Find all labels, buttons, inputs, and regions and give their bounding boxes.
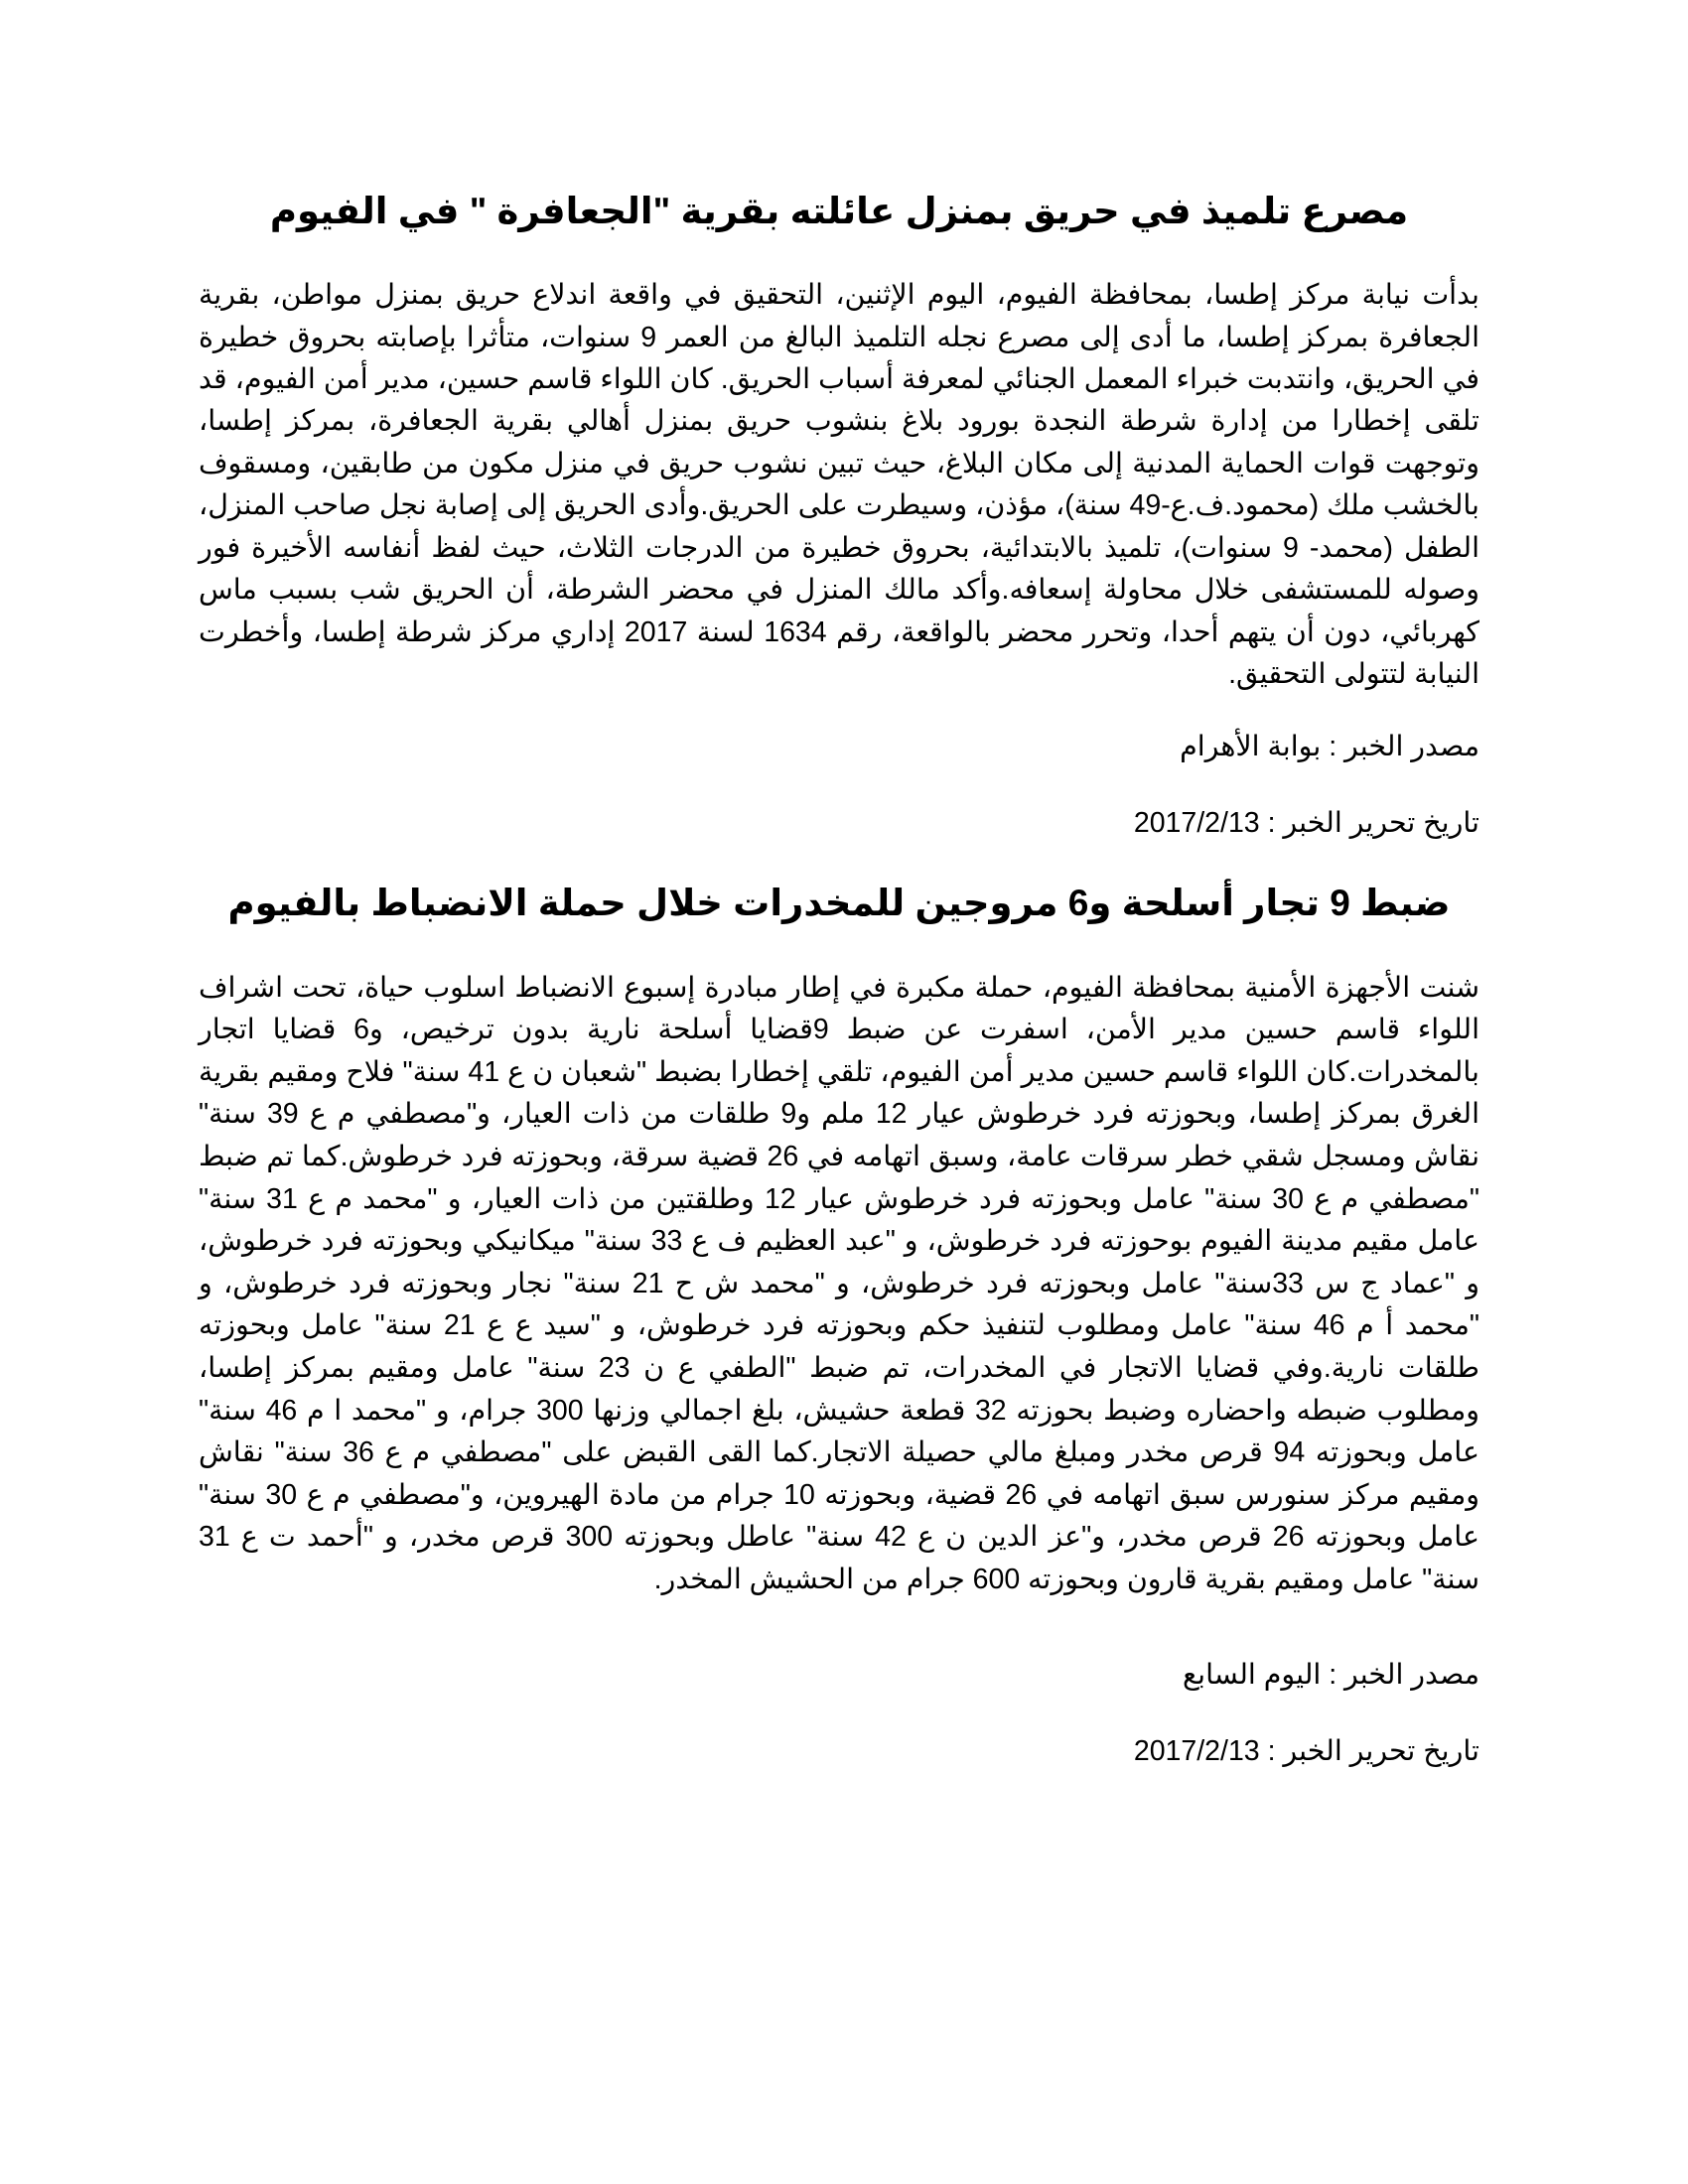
news-article [199,189,1479,843]
article-source: مصدر الخبر : بوابة الأهرام [1180,731,1479,763]
article-date: تاريخ تحرير الخبر : 2017/2/13 [1133,1735,1479,1768]
article-headline: مصرع تلميذ في حريق بمنزل عائلته بقرية "الجعافرة " في الفيوم [269,191,1409,231]
article-source: مصدر الخبر : اليوم السابع [1183,1659,1479,1692]
news-article [199,881,1479,1771]
article-date: تاريخ تحرير الخبر : 2017/2/13 [1133,807,1479,840]
article-headline: ضبط 9 تجار أسلحة و6 مروجين للمخدرات خلال حملة الانضباط بالفيوم [227,883,1451,924]
article-body: شنت الأجهزة الأمنية بمحافظة الفيوم، حملة مكبرة في إطار مبادرة إسبوع الانضباط اسلوب حياة، تحت اشراف اللواء قاسم حسين مدير الأمن، اسفرت عن ضبط 9قضايا أسلحة نارية بدون ترخيص، و6 قضايا اتجار بالمخدرات.كان اللواء قاسم حسين مدير أمن الفيوم، تلقي إخطارا بضبط "شعبان ن ع 41 سنة" فلاح ومقيم بقرية الغرق بمركز إطسا، وبحوزته فرد خرطوش عيار 12 ملم و9 طلقات من ذات العيار، و"مصطفي م ع 39 سنة" نقاش ومسجل شقي خطر سرقات عامة، وسبق اتهامه في 26 قضية سرقة، وبحوزته فرد خرطوش.كما تم ضبط "مصطفي م ع 30 سنة" عامل وبحوزته فرد خرطوش عيار 12 وطلقتين من ذات العيار، و "محمد م ع 31 سنة" عامل مقيم مدينة الفيوم بوحوزته فرد خرطوش، و "عبد العظيم ف ع 33 سنة" ميكانيكي وبحوزته فرد خرطوش، و "عماد ج س 33سنة" عامل وبحوزته فرد خرطوش، و "محمد ش ح 21 سنة" نجار وبحوزته فرد خرطوش، و "محمد أ م 46 سنة" عامل ومطلوب لتنفيذ حكم وبحوزته فرد خرطوش، و "سيد ع ع 21 سنة" عامل وبحوزته طلقات نارية.وفي قضايا الاتجار في المخدرات، تم ضبط "الطفي ع ن 23 سنة" عامل ومقيم بمركز إطسا، ومطلوب ضبطه واحضاره وضبط بحوزته 32 قطعة حشيش، بلغ اجمالي وزنها 300 جرام، و "محمد ا م 46 سنة" عامل وبحوزته 94 قرص مخدر ومبلغ مالي حصيلة الاتجار.كما القى القبض على "مصطفي م ع 36 سنة" نقاش ومقيم مركز سنورس سبق اتهامه في 26 قضية، وبحوزته 10 جرام من مادة الهيروين، و"مصطفي م ع 30 سنة" عامل وبحوزته 26 قرص مخدر، و"عز الدين ن ع 42 سنة" عاطل وبحوزته 300 قرص مخدر، و "أحمد ت ع 31 سنة" عامل ومقيم بقرية قارون وبحوزته 600 جرام من الحشيش المخدر. [199,971,1480,1595]
document-page [199,189,1479,1771]
article-body: بدأت نيابة مركز إطسا، بمحافظة الفيوم، اليوم الإثنين، التحقيق في واقعة اندلاع حريق بمنزل مواطن، بقرية الجعافرة بمركز إطسا، ما أدى إلى مصرع نجله التلميذ البالغ من العمر 9 سنوات، متأثرا بإصابته بحروق خطيرة في الحريق، وانتدبت خبراء المعمل الجنائي لمعرفة أسباب الحريق. كان اللواء قاسم حسين، مدير أمن الفيوم، قد تلقى إخطارا من إدارة شرطة النجدة بورود بلاغ بنشوب حريق بمنزل أهالي بقرية الجعافرة، بمركز إطسا، وتوجهت قوات الحماية المدنية إلى مكان البلاغ، حيث تبين نشوب حريق في منزل مكون من طابقين، ومسقوف بالخشب ملك (محمود.ف.ع-49 سنة)، مؤذن، وسيطرت على الحريق.وأدى الحريق إلى إصابة نجل صاحب المنزل، الطفل (محمد- 9 سنوات)، تلميذ بالابتدائية، بحروق خطيرة من الدرجات الثلاث، حيث لفظ أنفاسه الأخيرة فور وصوله للمستشفى خلال محاولة إسعافه.وأكد مالك المنزل في محضر الشرطة، أن الحريق شب بسبب ماس كهربائي، دون أن يتهم أحدا، وتحرر محضر بالواقعة، رقم 1634 لسنة 2017 إداري مركز شرطة إطسا، وأخطرت النيابة لتتولى التحقيق. [199,279,1479,690]
